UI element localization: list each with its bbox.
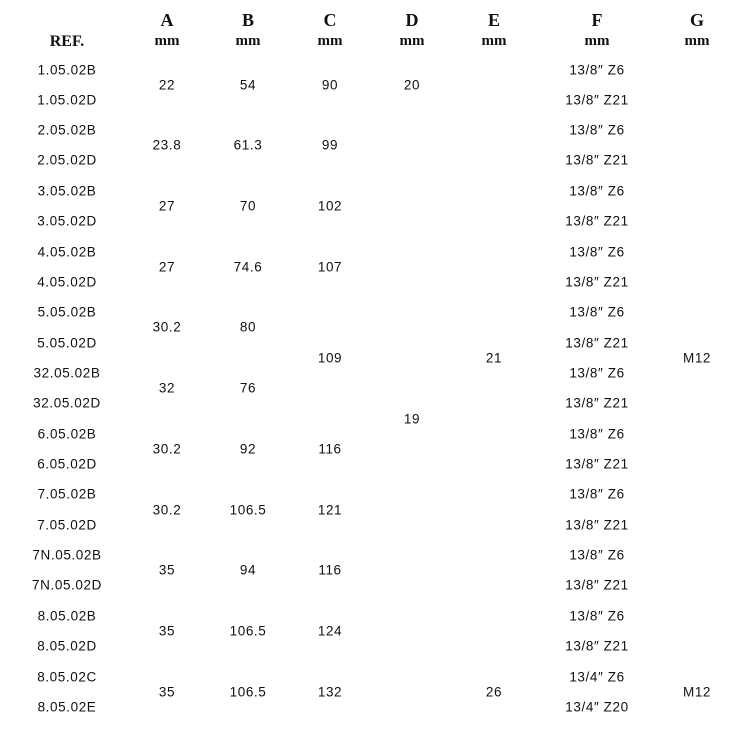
a-cell: 23.8 <box>152 137 182 153</box>
b-cell: 94 <box>239 562 257 578</box>
header-F-unit: mm <box>584 33 610 49</box>
c-cell: 109 <box>317 350 343 366</box>
c-cell: 116 <box>318 441 342 457</box>
ref-cell: 1.05.02D <box>37 92 97 108</box>
d-cell: 20 <box>403 77 421 93</box>
f-cell: 13/8″ Z21 <box>565 638 629 654</box>
f-cell: 13/8″ Z21 <box>565 92 629 108</box>
ref-cell: 3.05.02B <box>37 183 97 199</box>
header-C-letter: C <box>323 10 337 30</box>
e-cell: 21 <box>485 350 503 366</box>
b-cell: 76 <box>239 380 257 396</box>
d-cell: 19 <box>403 411 421 427</box>
ref-cell: 6.05.02B <box>37 426 97 442</box>
b-cell: 106.5 <box>229 502 267 518</box>
ref-cell: 8.05.02C <box>37 669 97 685</box>
header-E-unit: mm <box>481 33 507 49</box>
a-cell: 32 <box>158 380 176 396</box>
header-B-unit: mm <box>235 33 261 49</box>
f-cell: 13/8″ Z21 <box>565 274 629 290</box>
c-cell: 116 <box>318 562 342 578</box>
c-cell: 99 <box>321 137 339 153</box>
header-C-unit: mm <box>317 33 343 49</box>
ref-cell: 5.05.02B <box>37 304 97 320</box>
b-cell: 92 <box>239 441 257 457</box>
a-cell: 27 <box>158 198 176 214</box>
f-cell: 13/8″ Z21 <box>565 517 629 533</box>
ref-cell: 8.05.02E <box>37 699 97 715</box>
f-cell: 13/8″ Z6 <box>569 244 625 260</box>
header-D-letter: D <box>405 10 419 30</box>
header-B-letter: B <box>241 10 255 30</box>
f-cell: 13/8″ Z21 <box>565 152 629 168</box>
c-cell: 121 <box>317 502 343 518</box>
ref-cell: 2.05.02D <box>37 152 97 168</box>
ref-cell: 32.05.02B <box>33 365 101 381</box>
f-cell: 13/8″ Z6 <box>569 183 625 199</box>
f-cell: 13/8″ Z6 <box>569 547 625 563</box>
b-cell: 54 <box>239 77 257 93</box>
f-cell: 13/8″ Z21 <box>565 577 629 593</box>
ref-cell: 4.05.02B <box>37 244 97 260</box>
f-cell: 13/8″ Z21 <box>565 213 629 229</box>
ref-cell: 32.05.02D <box>33 395 101 411</box>
f-cell: 13/8″ Z6 <box>569 486 625 502</box>
f-cell: 13/8″ Z6 <box>569 62 625 78</box>
a-cell: 30.2 <box>152 502 182 518</box>
b-cell: 106.5 <box>229 684 267 700</box>
ref-cell: 2.05.02B <box>37 122 97 138</box>
f-cell: 13/8″ Z21 <box>565 335 629 351</box>
header-A-unit: mm <box>154 33 180 49</box>
a-cell: 35 <box>158 684 176 700</box>
f-cell: 13/8″ Z6 <box>569 122 625 138</box>
b-cell: 70 <box>239 198 257 214</box>
ref-cell: 1.05.02B <box>37 62 97 78</box>
ref-cell: 3.05.02D <box>37 213 97 229</box>
header-G-letter: G <box>689 10 705 30</box>
header-F-letter: F <box>591 10 603 30</box>
header-ref: REF. <box>49 33 85 50</box>
header-D-unit: mm <box>399 33 425 49</box>
g-cell: M12 <box>682 350 712 366</box>
f-cell: 13/8″ Z21 <box>565 456 629 472</box>
f-cell: 13/4″ Z6 <box>569 669 625 685</box>
c-cell: 90 <box>321 77 339 93</box>
header-A-letter: A <box>160 10 174 30</box>
header-E-letter: E <box>487 10 501 30</box>
f-cell: 13/8″ Z21 <box>565 395 629 411</box>
ref-cell: 5.05.02D <box>37 335 97 351</box>
ref-cell: 8.05.02B <box>37 608 97 624</box>
f-cell: 13/8″ Z6 <box>569 426 625 442</box>
a-cell: 30.2 <box>152 319 182 335</box>
b-cell: 74.6 <box>233 259 263 275</box>
ref-cell: 8.05.02D <box>37 638 97 654</box>
ref-cell: 4.05.02D <box>37 274 97 290</box>
g-cell: M12 <box>682 684 712 700</box>
b-cell: 106.5 <box>229 623 267 639</box>
f-cell: 13/8″ Z6 <box>569 304 625 320</box>
a-cell: 22 <box>158 77 176 93</box>
header-G-unit: mm <box>684 33 710 49</box>
f-cell: 13/4″ Z20 <box>565 699 629 715</box>
c-cell: 107 <box>317 259 343 275</box>
ref-cell: 6.05.02D <box>37 456 97 472</box>
a-cell: 35 <box>158 623 176 639</box>
ref-cell: 7N.05.02D <box>32 577 102 593</box>
e-cell: 26 <box>485 684 503 700</box>
f-cell: 13/8″ Z6 <box>569 608 625 624</box>
ref-cell: 7N.05.02B <box>32 547 102 563</box>
c-cell: 132 <box>317 684 343 700</box>
b-cell: 80 <box>239 319 257 335</box>
f-cell: 13/8″ Z6 <box>569 365 625 381</box>
ref-cell: 7.05.02D <box>37 517 97 533</box>
b-cell: 61.3 <box>233 137 263 153</box>
c-cell: 102 <box>317 198 343 214</box>
ref-cell: 7.05.02B <box>37 486 97 502</box>
a-cell: 30.2 <box>152 441 182 457</box>
c-cell: 124 <box>317 623 343 639</box>
a-cell: 27 <box>158 259 176 275</box>
a-cell: 35 <box>158 562 176 578</box>
